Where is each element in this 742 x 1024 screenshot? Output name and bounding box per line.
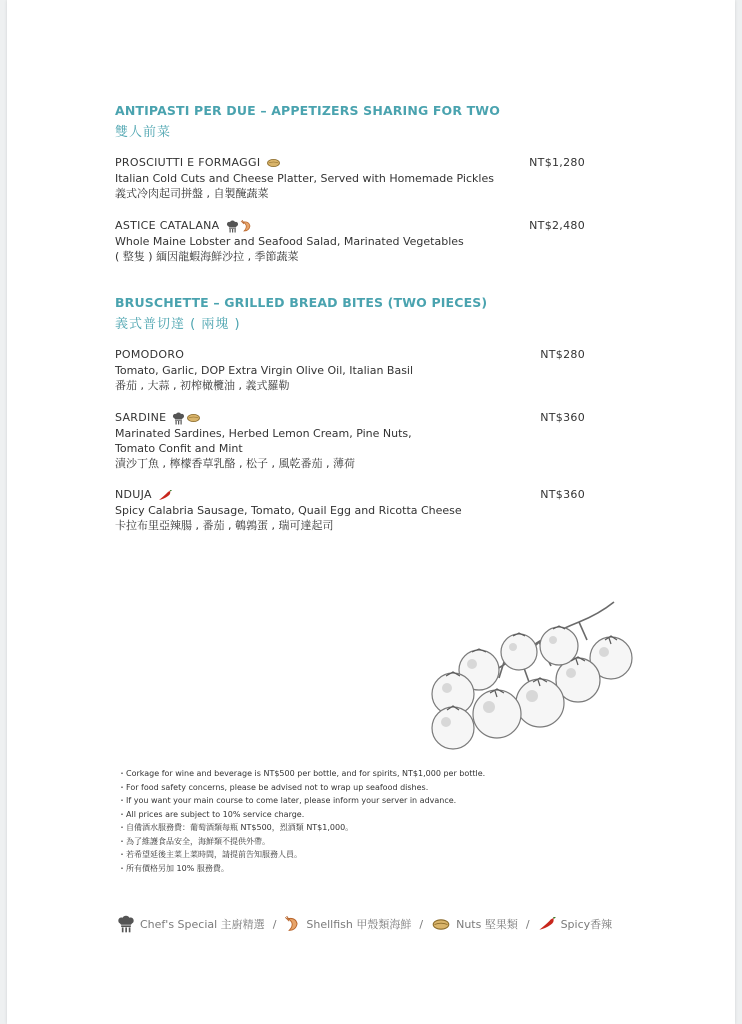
item-price: NT$1,280 bbox=[529, 156, 585, 169]
item-desc-en: Whole Maine Lobster and Seafood Salad, Marinated Vegetables bbox=[115, 235, 464, 248]
item-name: NDUJA bbox=[115, 488, 152, 501]
note-line: ・為了維護食品安全，海鮮類不提供外帶。 bbox=[118, 836, 270, 846]
item-name: PROSCIUTTI E FORMAGGI bbox=[115, 156, 261, 169]
item-desc-en: Italian Cold Cuts and Cheese Platter, Served with Homemade Pickles bbox=[115, 172, 494, 185]
item-desc-zh: 番茄 , 大蒜 , 初榨橄欖油 , 義式羅勒 bbox=[115, 379, 290, 392]
chef-hat-icon bbox=[226, 220, 239, 233]
chef-hat-icon bbox=[172, 412, 185, 425]
note-line: ・For food safety concerns, please be advised not to wrap up seafood dishes. bbox=[118, 782, 429, 792]
note-line: ・All prices are subject to 10% service charge. bbox=[118, 809, 305, 819]
note-line: ・所有價格另加 10% 服務費。 bbox=[118, 863, 229, 873]
note-line: ・Corkage for wine and beverage is NT$500 per bottle, and for spirits, NT$1,000 per bottle. bbox=[118, 769, 486, 778]
tomato-vine-illustration bbox=[419, 596, 639, 760]
menu-item bbox=[115, 487, 585, 533]
note-line: ・If you want your main course to come later, please inform your server in advance. bbox=[118, 796, 457, 805]
section-title-en: ANTIPASTI PER DUE – APPETIZERS SHARING FOR TWO bbox=[115, 103, 500, 118]
item-desc-zh: ( 整隻 ) 緬因龍蝦海鮮沙拉 , 季節蔬菜 bbox=[115, 250, 299, 263]
icon-legend bbox=[117, 915, 612, 933]
legend-label: Shellfish 甲殼類海鮮 bbox=[306, 918, 412, 931]
item-name: ASTICE CATALANA bbox=[115, 219, 220, 232]
menu-item bbox=[115, 155, 585, 201]
item-name: POMODORO bbox=[115, 348, 185, 361]
item-desc-zh: 漬沙丁魚 , 檸檬香草乳酪 , 松子 , 風乾番茄 , 薄荷 bbox=[115, 457, 355, 470]
item-desc-en: Spicy Calabria Sausage, Tomato, Quail Egg and Ricotta Cheese bbox=[115, 504, 462, 517]
note-line: ・若希望延後主菜上菜時間，請提前告知服務人員。 bbox=[118, 850, 302, 859]
legend-separator: / bbox=[525, 917, 530, 931]
item-price: NT$280 bbox=[540, 348, 585, 361]
nuts-icon bbox=[431, 918, 451, 931]
menu-item bbox=[115, 410, 585, 471]
menu-page bbox=[7, 0, 735, 1024]
item-price: NT$360 bbox=[540, 411, 585, 424]
legend-separator: / bbox=[419, 917, 424, 931]
chili-icon bbox=[158, 490, 172, 501]
item-desc-zh: 義式冷肉起司拼盤 , 自製醃蔬菜 bbox=[115, 187, 269, 200]
chili-icon bbox=[538, 917, 556, 931]
item-price: NT$2,480 bbox=[529, 219, 585, 232]
shellfish-icon bbox=[284, 916, 301, 933]
menu-item bbox=[115, 347, 585, 393]
chef-hat-icon bbox=[117, 915, 135, 933]
legend-label: Spicy香辣 bbox=[560, 918, 613, 931]
nuts-icon bbox=[266, 158, 281, 168]
item-desc-en: Marinated Sardines, Herbed Lemon Cream, Pine Nuts, bbox=[115, 427, 412, 440]
item-desc-en: Tomato, Garlic, DOP Extra Virgin Olive Oil, Italian Basil bbox=[115, 364, 414, 377]
nuts-icon bbox=[186, 413, 201, 423]
item-desc-en: Tomato Confit and Mint bbox=[115, 442, 243, 455]
legend-separator: / bbox=[272, 917, 277, 931]
section-title-en: BRUSCHETTE – GRILLED BREAD BITES (TWO PIECES) bbox=[115, 295, 488, 310]
shellfish-icon bbox=[240, 220, 253, 233]
item-desc-zh: 卡拉布里亞辣腸 , 番茄 , 鵪鶉蛋 , 瑞可達起司 bbox=[115, 519, 334, 532]
legend-label: Nuts 堅果類 bbox=[456, 918, 518, 931]
legend-label: Chef's Special 主廚精選 bbox=[140, 918, 265, 931]
item-price: NT$360 bbox=[540, 488, 585, 501]
section-title-zh: 義式普切達 ( 兩塊 ) bbox=[115, 317, 241, 332]
note-line: ・自備酒水服務費：葡萄酒類每瓶 NT$500，烈酒類 NT$1,000。 bbox=[118, 823, 354, 832]
item-name: SARDINE bbox=[115, 411, 167, 424]
section-title-zh: 雙人前菜 bbox=[115, 125, 172, 140]
menu-item bbox=[115, 218, 585, 264]
notes bbox=[118, 767, 485, 875]
